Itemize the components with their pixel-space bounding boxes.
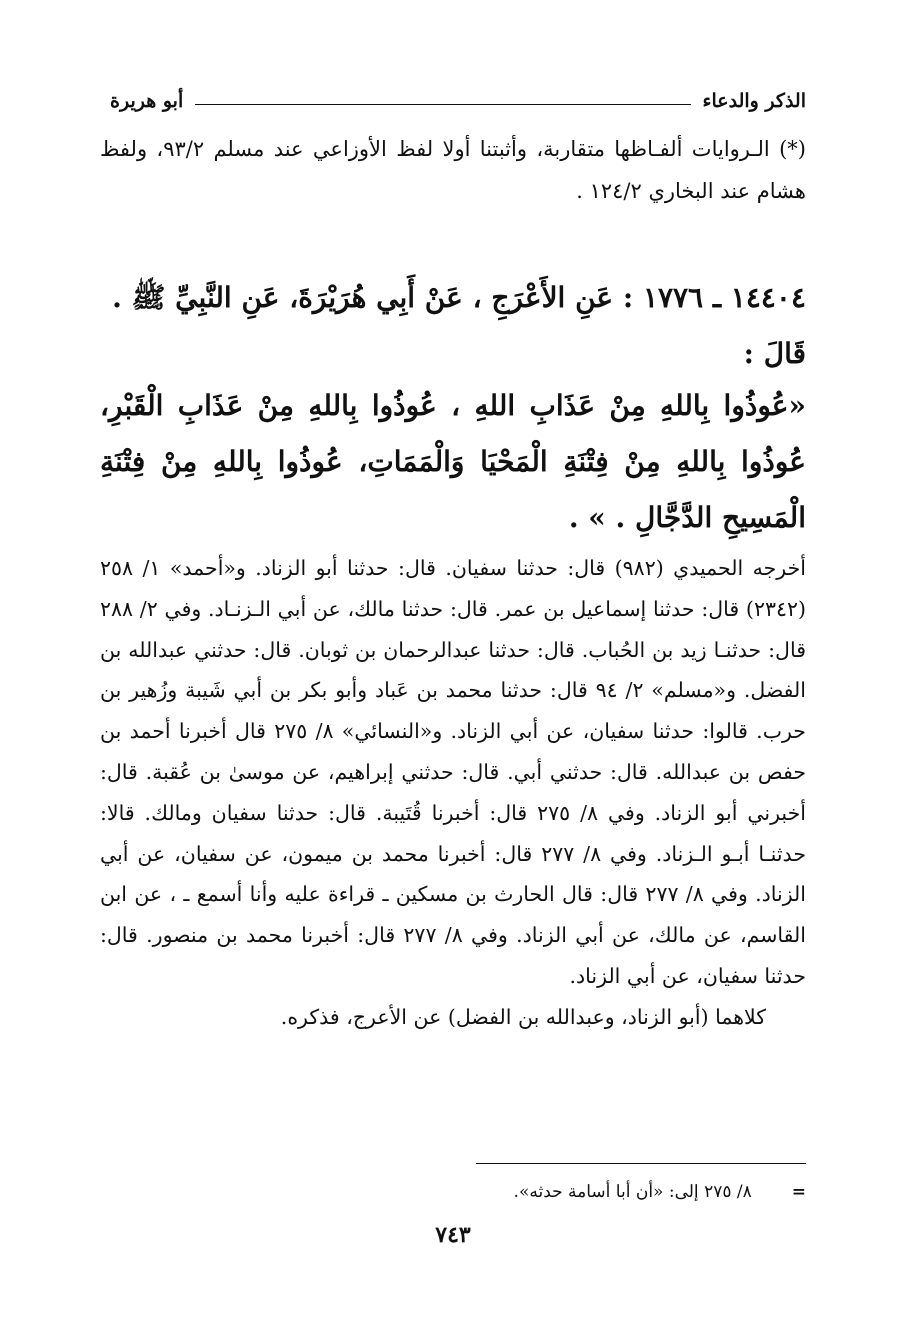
page-number: ٧٤٣ — [435, 1222, 471, 1248]
footnote — [100, 1178, 806, 1206]
header-narrator-title: أبو هريرة — [110, 90, 184, 112]
hadith-text: «عُوذُوا بِاللهِ مِنْ عَذَابِ اللهِ ، عُوذُوا بِاللهِ مِنْ عَذَابِ الْقَبْرِ، عُوذُوا بِاللهِ مِنْ فِتْنَةِ الْمَحْيَا وَالْمَمَاتِ، عُوذُوا بِاللهِ مِنْ فِتْنَةِ الْمَسِيحِ الدَّجَّالِ . » . — [100, 389, 806, 534]
footnote-text: ٨/ ٢٧٥ إلى: «أن أبا أسامة حدثه». — [513, 1182, 752, 1202]
footnote-marker: = — [791, 1182, 806, 1202]
takhrij-summary: كلاهما (أبو الزناد، وعبدالله بن الفضل) عن الأعرج، فذكره. — [280, 1004, 766, 1029]
footnote-rule — [476, 1163, 806, 1164]
header-rule — [195, 104, 690, 105]
top-note: (*) الـروايات ألفـاظها متقاربة، وأثبتنا أولا لفظ الأوزاعي عند مسلم ٩٣/٢، ولفظ هشام عند البخاري ١٢٤/٢ . — [100, 137, 806, 203]
takhrij-section — [100, 548, 806, 1038]
running-header — [110, 82, 806, 112]
takhrij-body: أخرجه الحميدي (٩٨٢) قال: حدثنا سفيان. قال: حدثنا أبو الزناد. و«أحمد» ١/ ٢٥٨ (٢٣٤٢) قال: حدثنا إسماعيل بن عمر. قال: حدثنا مالك، عن أبي الـزنـاد. وفي ٢/ ٢٨٨ قال: حدثنـا زيد بن الحُباب. قال: حدثنا عبدالرحمان بن ثوبان. قال: حدثني عبدالله بن الفضل. و«مسلم» ٢/ ٩٤ قال: حدثنا محمد بن عَباد وأبو بكر بن أبي شَيبة وزُهير بن حرب. قالوا: حدثنا سفيان، عن أبي الزناد. و«النسائي» ٨/ ٢٧٥ قال أخبرنا أحمد بن حفص بن عبدالله. قال: حدثني أبي. قال: حدثني إبراهيم، عن موسىٰ بن عُقبة. قال: أخبرني أبو الزناد. وفي ٨/ ٢٧٥ قال: أخبرنا قُتَيبة. قال: حدثنا سفيان ومالك. قالا: حدثنـا أبـو الـزناد. وفي ٨/ ٢٧٧ قال: أخبرنا محمد بن ميمون، عن سفيان، عن أبي الزناد. وفي ٨/ ٢٧٧ قال: قال الحارث بن مسكين ـ قراءة عليه وأنا أسمع ـ ، عن ابن القاسم، عن مالك، عن أبي الزناد. وفي ٨/ ٢٧٧ قال: أخبرنا محمد بن منصور. قال: حدثنا سفيان، عن أبي الزناد. — [100, 556, 806, 988]
hadith-heading: ١٤٤٠٤ ـ ١٧٧٦ : عَنِ الأَعْرَجِ ، عَنْ أَبِي هُرَيْرَةَ، عَنِ النَّبِيِّ ﷺ . قَالَ : — [112, 281, 806, 370]
header-chapter-title: الذكر والدعاء — [702, 90, 806, 112]
